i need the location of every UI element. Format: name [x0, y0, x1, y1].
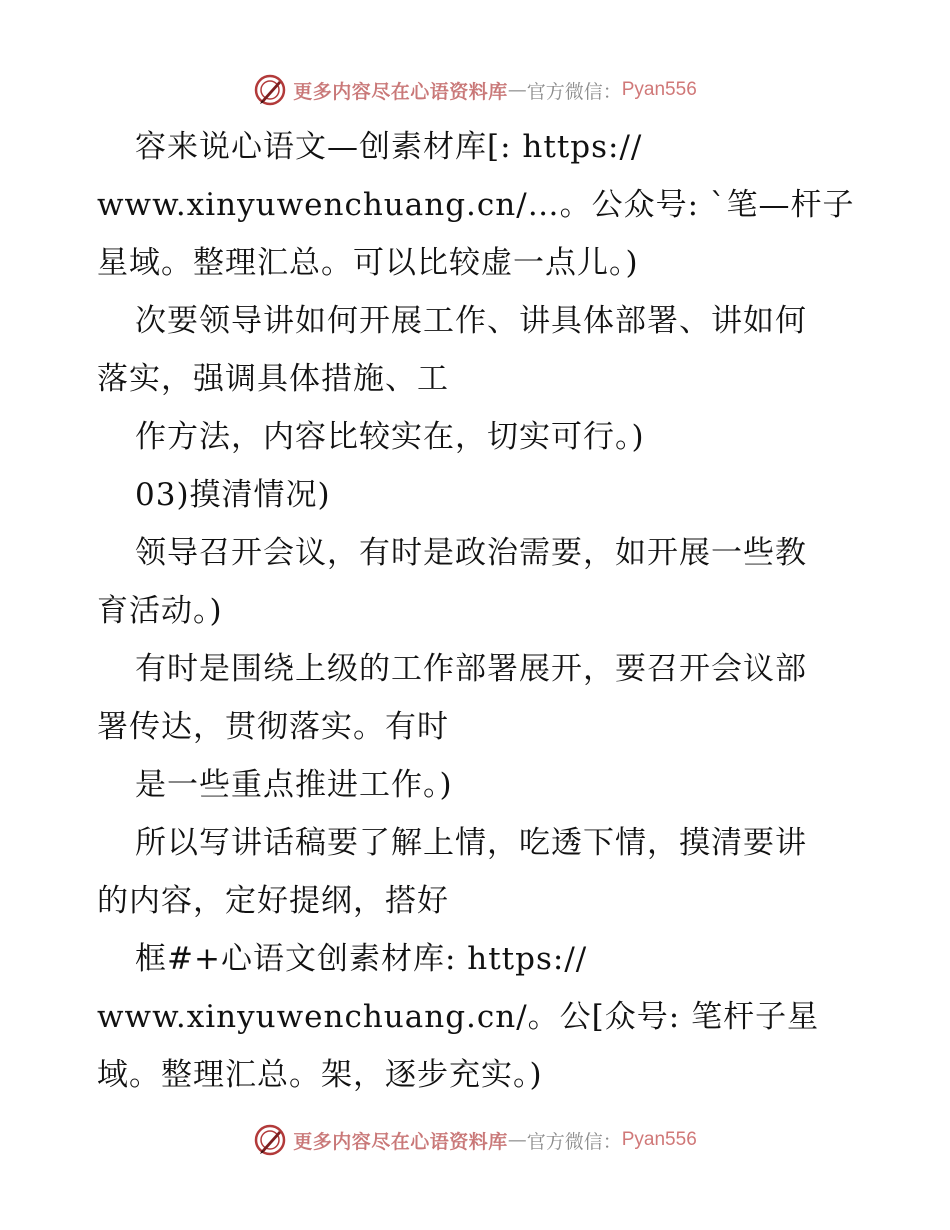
text-line: 落实，强调具体措施、工 [97, 361, 449, 397]
document-body [97, 118, 857, 1104]
banner-separator: — [507, 1129, 527, 1151]
brush-pen-icon [253, 1123, 287, 1157]
wechat-id: Pyan556 [621, 1129, 697, 1150]
brush-pen-icon [253, 73, 287, 107]
text-line: 容来说心语文—创素材库[: https:// [135, 129, 643, 165]
banner-slogan: 更多内容尽在心语资料库 [293, 80, 508, 103]
text-line: www.xinyuwenchuang.cn/。公[众号: 笔杆子星 [97, 999, 820, 1035]
text-line: 有时是围绕上级的工作部署展开，要召开会议部 [135, 651, 807, 687]
banner-slogan: 更多内容尽在心语资料库 [293, 1130, 508, 1153]
text-line: 次要领导讲如何开展工作、讲具体部署、讲如何 [135, 303, 807, 339]
text-line: 的内容，定好提纲，搭好 [97, 883, 449, 919]
text-line: 育活动。) [97, 593, 223, 629]
footer-banner [0, 1120, 950, 1160]
text-line: 是一些重点推进工作。) [135, 767, 453, 803]
text-line: 03)摸清情况) [135, 477, 331, 513]
text-line: 领导召开会议，有时是政治需要，如开展一些教 [135, 535, 807, 571]
wechat-label: 官方微信： [526, 80, 622, 103]
text-line: 所以写讲话稿要了解上情，吃透下情，摸清要讲 [135, 825, 807, 861]
wechat-label: 官方微信： [526, 1130, 622, 1153]
text-line: 星域。整理汇总。可以比较虚一点儿。) [97, 245, 639, 281]
text-line: 域。整理汇总。架，逐步充实。) [97, 1057, 543, 1093]
text-line: www.xinyuwenchuang.cn/…。公众号: `笔—杆子 [97, 187, 855, 223]
text-line: 作方法，内容比较实在，切实可行。) [135, 419, 645, 455]
header-banner [0, 70, 950, 110]
text-line: 署传达，贯彻落实。有时 [97, 709, 449, 745]
text-line: 框#+心语文创素材库: https:// [135, 941, 588, 977]
wechat-id: Pyan556 [621, 79, 697, 100]
banner-separator: — [507, 79, 527, 101]
